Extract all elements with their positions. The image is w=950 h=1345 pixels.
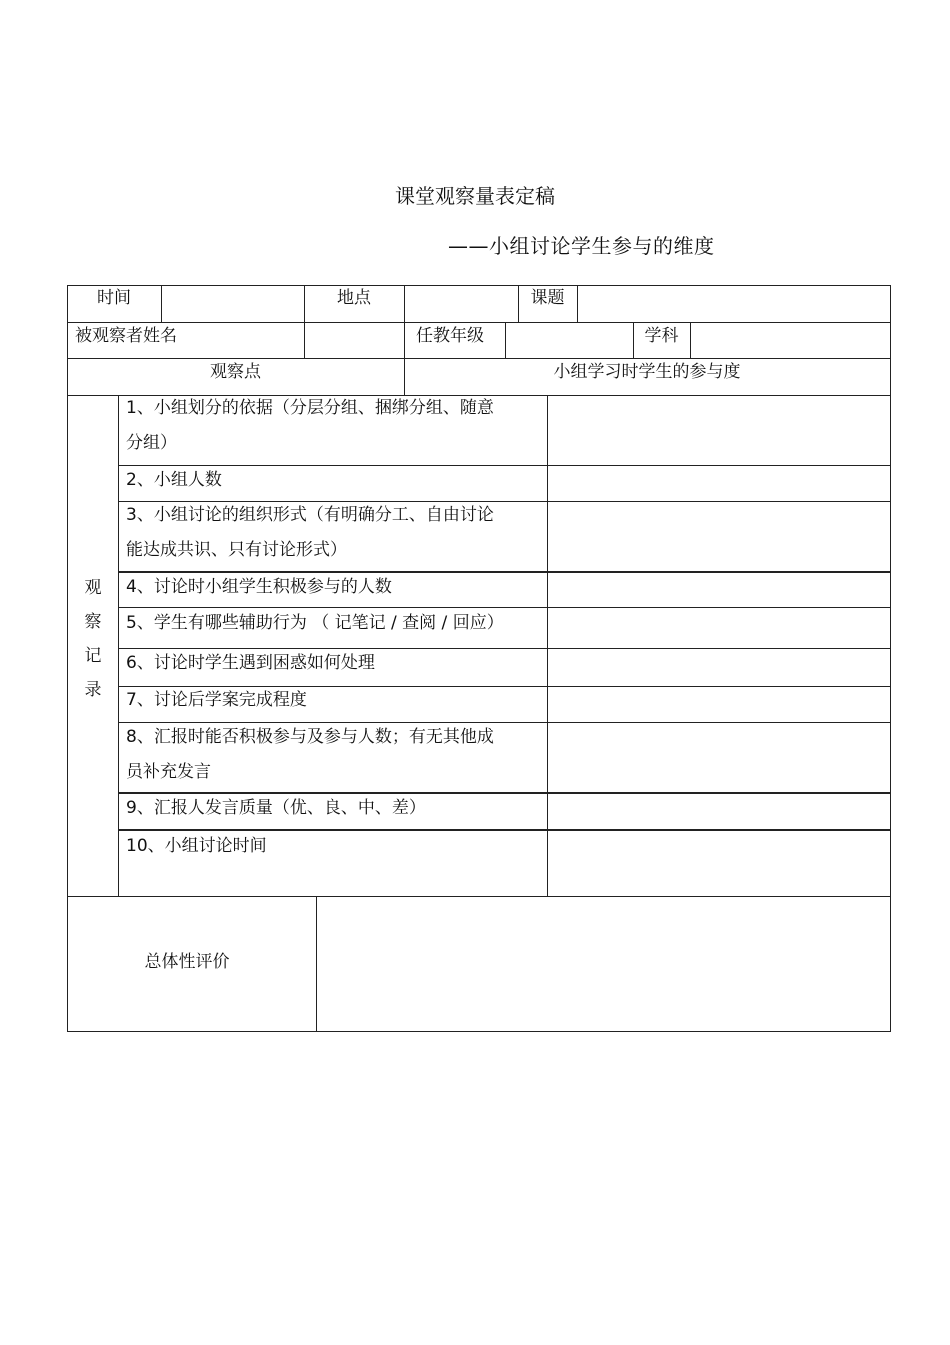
topic-field[interactable] (578, 288, 890, 320)
grade-field[interactable] (506, 324, 633, 356)
observed-name-field[interactable] (305, 324, 404, 356)
record-item-text: 2、小组人数 (126, 470, 222, 490)
record-item-answer[interactable] (548, 608, 890, 647)
record-item-answer[interactable] (548, 687, 890, 721)
time-field[interactable] (162, 288, 304, 320)
overall-evaluation-label: 总体性评价 (144, 952, 230, 972)
record-item-text: 员补充发言 (126, 762, 211, 782)
document-title: 课堂观察量表定稿 (395, 184, 555, 208)
table-border-right (890, 285, 891, 1032)
subject-label: 学科 (644, 326, 679, 346)
record-item-text: 7、讨论后学案完成程度 (126, 690, 307, 710)
record-item-answer[interactable] (548, 723, 890, 791)
row-divider (67, 358, 891, 359)
observation-record-label: 观 察 记 录 (84, 578, 102, 700)
grade-label: 任教年级 (416, 326, 484, 346)
record-item-answer[interactable] (548, 502, 890, 570)
record-item-answer[interactable] (548, 396, 890, 464)
record-item-answer[interactable] (548, 794, 890, 828)
time-label: 时间 (97, 288, 131, 308)
col-divider (118, 395, 119, 896)
record-item-text: 能达成共识、只有讨论形式） (126, 540, 347, 560)
record-item-answer[interactable] (548, 649, 890, 685)
row-divider (67, 322, 891, 323)
record-item-text: 4、讨论时小组学生积极参与的人数 (126, 577, 392, 597)
place-label: 地点 (337, 288, 371, 308)
document-subtitle: ——小组讨论学生参与的维度 (448, 234, 715, 258)
observation-point-label: 观察点 (210, 362, 261, 382)
record-item-answer[interactable] (548, 831, 890, 895)
table-border-bottom (67, 1031, 891, 1032)
record-item-text: 6、讨论时学生遇到困惑如何处理 (126, 653, 375, 673)
record-item-answer[interactable] (548, 573, 890, 606)
table-border-top (67, 285, 891, 286)
record-item-text: 5、学生有哪些辅助行为 （ 记笔记 / 查阅 / 回应） (126, 613, 504, 633)
record-item-text: 分组） (126, 433, 177, 453)
record-item-text: 9、汇报人发言质量（优、良、中、差） (126, 798, 426, 818)
place-field[interactable] (405, 288, 518, 320)
record-item-text: 1、小组划分的依据（分层分组、捆绑分组、随意 (126, 398, 494, 418)
dimension-label: 小组学习时学生的参与度 (553, 362, 741, 382)
col-divider (404, 322, 405, 358)
record-item-text: 10、小组讨论时间 (126, 836, 267, 856)
observed-name-label: 被观察者姓名 (75, 326, 177, 346)
record-item-text: 3、小组讨论的组织形式（有明确分工、自由讨论 (126, 505, 494, 525)
subject-field[interactable] (691, 324, 890, 356)
topic-label: 课题 (530, 288, 565, 308)
record-item-answer[interactable] (548, 466, 890, 500)
record-item-text: 8、汇报时能否积极参与及参与人数；有无其他成 (126, 727, 494, 747)
overall-evaluation-field[interactable] (317, 897, 890, 1030)
